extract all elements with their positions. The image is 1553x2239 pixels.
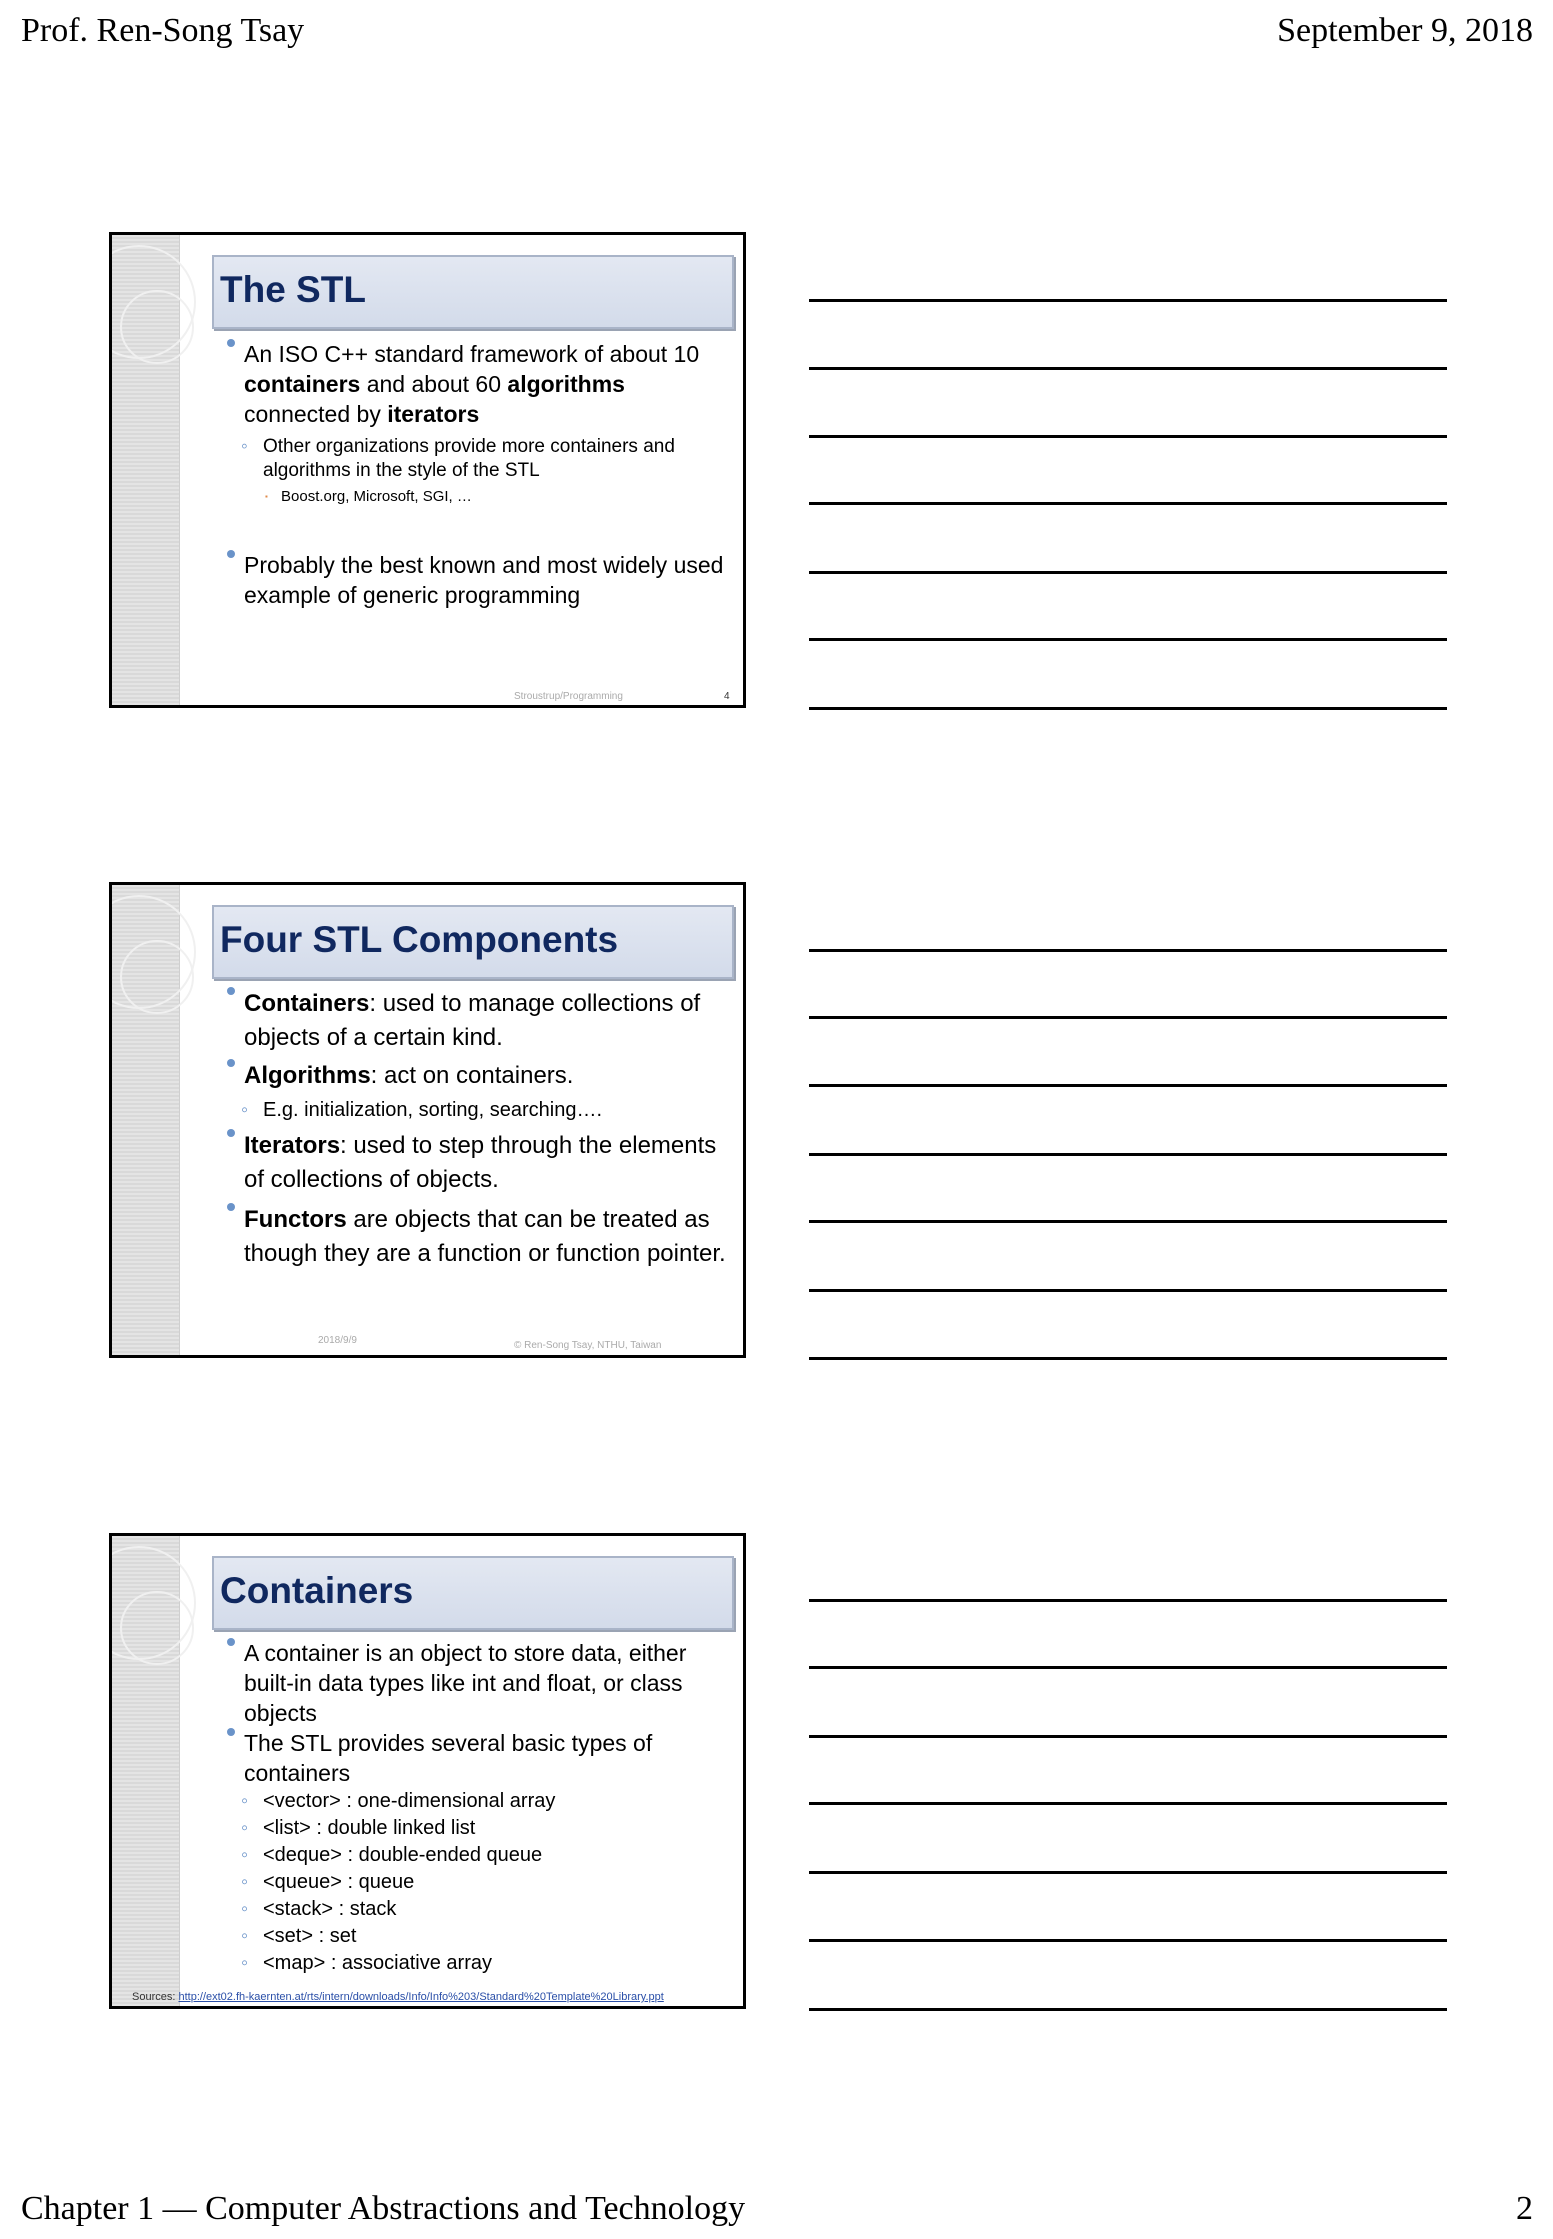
note-line bbox=[809, 638, 1447, 641]
slide-title-box bbox=[212, 905, 734, 979]
footer-page-number: 2 bbox=[1516, 2190, 1533, 2227]
bold-text: Functors bbox=[244, 1206, 347, 1233]
note-line bbox=[809, 707, 1447, 710]
sub-bullet: ◦ <vector> : one-dimensional array bbox=[227, 1788, 729, 1815]
note-line bbox=[809, 2008, 1447, 2011]
bold-text: Algorithms bbox=[244, 1062, 371, 1089]
bullet bbox=[227, 1129, 729, 1197]
slide-decoration bbox=[112, 235, 180, 705]
text: : act on containers. bbox=[370, 1062, 574, 1089]
note-line bbox=[809, 1666, 1447, 1669]
container-list bbox=[227, 1788, 729, 1977]
bold-text: Containers bbox=[244, 990, 370, 1017]
note-line bbox=[809, 1871, 1447, 1874]
text: connected by bbox=[244, 401, 388, 427]
slide-body bbox=[227, 339, 729, 610]
slide-body bbox=[227, 987, 729, 1271]
slide-decoration bbox=[112, 885, 180, 1355]
bullet: A container is an object to store data, either built-in data types like int and float, or class objects bbox=[227, 1638, 729, 1728]
slide-decoration bbox=[112, 1536, 180, 2006]
note-line bbox=[809, 1939, 1447, 1942]
bullet: The STL provides several basic types of containers bbox=[227, 1728, 729, 1788]
bullet bbox=[227, 339, 729, 429]
slide-date: 2018/9/9 bbox=[318, 1335, 357, 1346]
bold-text: Iterators bbox=[244, 1132, 341, 1159]
slide-copyright: © Ren-Song Tsay, NTHU, Taiwan bbox=[514, 1340, 662, 1351]
slide-title-box bbox=[212, 255, 734, 329]
slide-title: Four STL Components bbox=[220, 919, 619, 960]
sub-bullet: ◦ <deque> : double-ended queue bbox=[227, 1842, 729, 1869]
sub-sub-bullet: ▪ Boost.org, Microsoft, SGI, … bbox=[227, 486, 729, 508]
note-line bbox=[809, 435, 1447, 438]
bullet bbox=[227, 987, 729, 1055]
sub-bullet: ◦ <list> : double linked list bbox=[227, 1815, 729, 1842]
sub-bullet: ◦ Other organizations provide more containers and algorithms in the style of the STL bbox=[227, 435, 729, 483]
slide-title-box bbox=[212, 1556, 734, 1630]
bold-text: algorithms bbox=[507, 371, 625, 397]
note-line bbox=[809, 571, 1447, 574]
text: : used to step through the elements of collections of objects. bbox=[244, 1132, 717, 1193]
note-line bbox=[809, 367, 1447, 370]
slide-containers bbox=[109, 1533, 746, 2009]
slide-four-stl-components bbox=[109, 882, 746, 1358]
bullet bbox=[227, 1203, 729, 1271]
bold-text: containers bbox=[244, 371, 361, 397]
sub-bullet: ◦ <stack> : stack bbox=[227, 1896, 729, 1923]
note-line bbox=[809, 502, 1447, 505]
note-line bbox=[809, 1153, 1447, 1156]
sub-bullet: ◦ E.g. initialization, sorting, searching…. bbox=[227, 1093, 729, 1127]
footer-chapter: Chapter 1 — Computer Abstractions and Technology bbox=[21, 2190, 746, 2227]
note-line bbox=[809, 1289, 1447, 1292]
sources-line bbox=[132, 1991, 664, 2003]
sub-bullet: ◦ <set> : set bbox=[227, 1923, 729, 1950]
note-line bbox=[809, 1220, 1447, 1223]
slide-body bbox=[227, 1638, 729, 1977]
text: : used to manage collections of objects of a certain kind. bbox=[244, 990, 701, 1051]
text: An ISO C++ standard framework of about 10 bbox=[244, 341, 700, 367]
slide-title: The STL bbox=[220, 269, 366, 310]
note-line bbox=[809, 1357, 1447, 1360]
text: and about 60 bbox=[360, 371, 508, 397]
bold-text: iterators bbox=[387, 401, 480, 427]
slide-the-stl bbox=[109, 232, 746, 708]
note-line bbox=[809, 1084, 1447, 1087]
sub-bullet: ◦ <map> : associative array bbox=[227, 1950, 729, 1977]
note-line bbox=[809, 1735, 1447, 1738]
bullet bbox=[227, 1059, 729, 1093]
note-line bbox=[809, 1016, 1447, 1019]
bullet: Probably the best known and most widely used example of generic programming bbox=[227, 550, 729, 610]
slide-footer: Stroustrup/Programming bbox=[514, 691, 623, 702]
sub-bullet: ◦ <queue> : queue bbox=[227, 1869, 729, 1896]
note-line bbox=[809, 299, 1447, 302]
slide-title: Containers bbox=[220, 1570, 414, 1611]
note-line bbox=[809, 1802, 1447, 1805]
text: are objects that can be treated as though they are a function or function pointer. bbox=[244, 1206, 726, 1267]
note-line bbox=[809, 949, 1447, 952]
note-line bbox=[809, 1599, 1447, 1602]
header-date: September 9, 2018 bbox=[1277, 12, 1533, 49]
header-author: Prof. Ren-Song Tsay bbox=[21, 12, 305, 49]
sources-link[interactable]: http://ext02.fh-kaernten.at/rts/intern/downloads/Info/Info%203/Standard%20Template%20Library.ppt bbox=[178, 1991, 664, 2003]
slide-number: 4 bbox=[724, 691, 730, 702]
sources-label: Sources: bbox=[132, 1991, 176, 2003]
